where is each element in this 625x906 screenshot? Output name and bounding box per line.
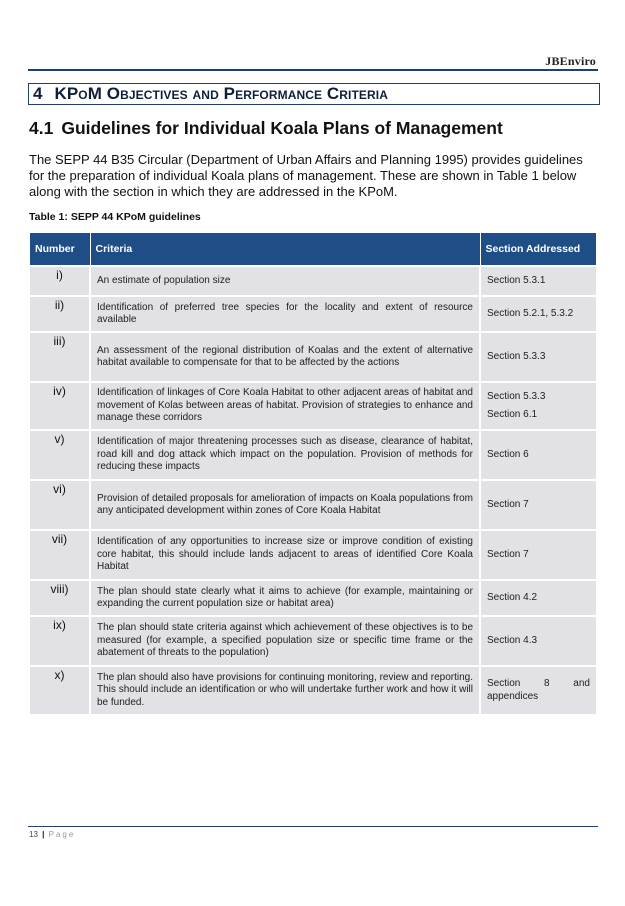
table-row	[30, 266, 596, 296]
row-criteria: An assessment of the regional distribution of Koalas and the extent of alternative habitat available to compensate for that to be affected by the actions	[90, 332, 480, 382]
table-caption: Table 1: SEPP 44 KPoM guidelines	[29, 211, 201, 223]
row-number: i)	[30, 266, 90, 296]
row-number: iii)	[30, 332, 90, 382]
row-section	[480, 666, 596, 714]
intro-paragraph: The SEPP 44 B35 Circular (Department of Urban Affairs and Planning 1995) provides guidelines for the preparation of individual Koala plans of management. These are shown in Table 1 below along with the section in which they are addressed in the KPoM.	[29, 152, 583, 199]
section-reference: Section 6	[487, 448, 529, 460]
page-number: 13	[29, 830, 38, 839]
guidelines-table	[30, 233, 596, 714]
row-section	[480, 580, 596, 616]
table-row	[30, 480, 596, 530]
section-reference: Section 5.3.3	[487, 350, 546, 362]
row-number: ii)	[30, 296, 90, 332]
chapter-heading	[28, 83, 600, 105]
row-number: vii)	[30, 530, 90, 580]
section-reference: Section 4.3	[487, 634, 538, 646]
section-reference: Section 5.3.1	[487, 274, 546, 286]
header-section: Section Addressed	[480, 233, 596, 266]
row-section	[480, 266, 596, 296]
section-reference: Section 4.2	[487, 591, 538, 603]
footer-rule	[28, 826, 598, 827]
section-number: 4.1	[29, 118, 54, 138]
chapter-number: 4	[33, 84, 43, 103]
table-header-row	[30, 233, 596, 266]
row-number: iv)	[30, 382, 90, 430]
row-number: vi)	[30, 480, 90, 530]
section-heading	[29, 118, 503, 139]
section-reference: Section 7	[487, 498, 529, 510]
row-section	[480, 480, 596, 530]
row-criteria: Provision of detailed proposals for amelioration of impacts on Koala populations from any anticipated development within zones of Core Koala Habitat	[90, 480, 480, 530]
row-section	[480, 332, 596, 382]
section-reference: Section 5.3.3	[487, 390, 546, 402]
row-criteria: An estimate of population size	[90, 266, 480, 296]
section-reference: Section 8 and appendices	[487, 678, 590, 702]
table-row	[30, 332, 596, 382]
row-section	[480, 530, 596, 580]
row-number: x)	[30, 666, 90, 714]
page-label: Page	[48, 830, 76, 839]
table-row	[30, 296, 596, 332]
table-row	[30, 616, 596, 666]
row-number: ix)	[30, 616, 90, 666]
table-row	[30, 430, 596, 480]
table-body	[30, 266, 596, 714]
table-row	[30, 530, 596, 580]
header-criteria: Criteria	[90, 233, 480, 266]
header-rule	[28, 69, 598, 71]
row-number: v)	[30, 430, 90, 480]
section-reference: Section 6.1	[487, 409, 538, 420]
row-criteria: The plan should state criteria against which achievement of these objectives is to be measured (for example, a specified population size or specific time frame or the abatement of threats to the population)	[90, 616, 480, 666]
row-section	[480, 430, 596, 480]
row-criteria: Identification of preferred tree species for the locality and extent of resource available	[90, 296, 480, 332]
row-section	[480, 296, 596, 332]
section-reference: Section 7	[487, 548, 529, 560]
footer-separator: |	[42, 830, 45, 839]
chapter-title: KPoM Objectives and Performance Criteria	[54, 84, 388, 103]
section-reference: Section 5.2.1, 5.3.2	[487, 307, 574, 319]
row-criteria: The plan should also have provisions for continuing monitoring, review and reporting. This should include an identification or who will undertake further work and how it will be funded.	[90, 666, 480, 714]
table-row	[30, 666, 596, 714]
table-row	[30, 580, 596, 616]
row-criteria: Identification of major threatening processes such as disease, clearance of habitat, road kill and dog attack which impact on the population. Provision of methods for reducing these impacts	[90, 430, 480, 480]
row-criteria: Identification of any opportunities to increase size or improve condition of existing core habitat, this should include lands adjacent to areas of identified Core Koala Habitat	[90, 530, 480, 580]
section-title: Guidelines for Individual Koala Plans of Management	[61, 118, 503, 138]
page-footer	[29, 830, 75, 839]
row-criteria: The plan should state clearly what it aims to achieve (for example, maintaining or expanding the current population size or habitat area)	[90, 580, 480, 616]
table-row	[30, 382, 596, 430]
row-criteria: Identification of linkages of Core Koala Habitat to other adjacent areas of habitat and movement of Kolas between areas of habitat. Provision of strategies to enhance and manage these corridors	[90, 382, 480, 430]
row-section	[480, 616, 596, 666]
header-number: Number	[30, 233, 90, 266]
row-section	[480, 382, 596, 430]
row-number: viii)	[30, 580, 90, 616]
brand-logo-text: JBEnviro	[545, 54, 596, 68]
